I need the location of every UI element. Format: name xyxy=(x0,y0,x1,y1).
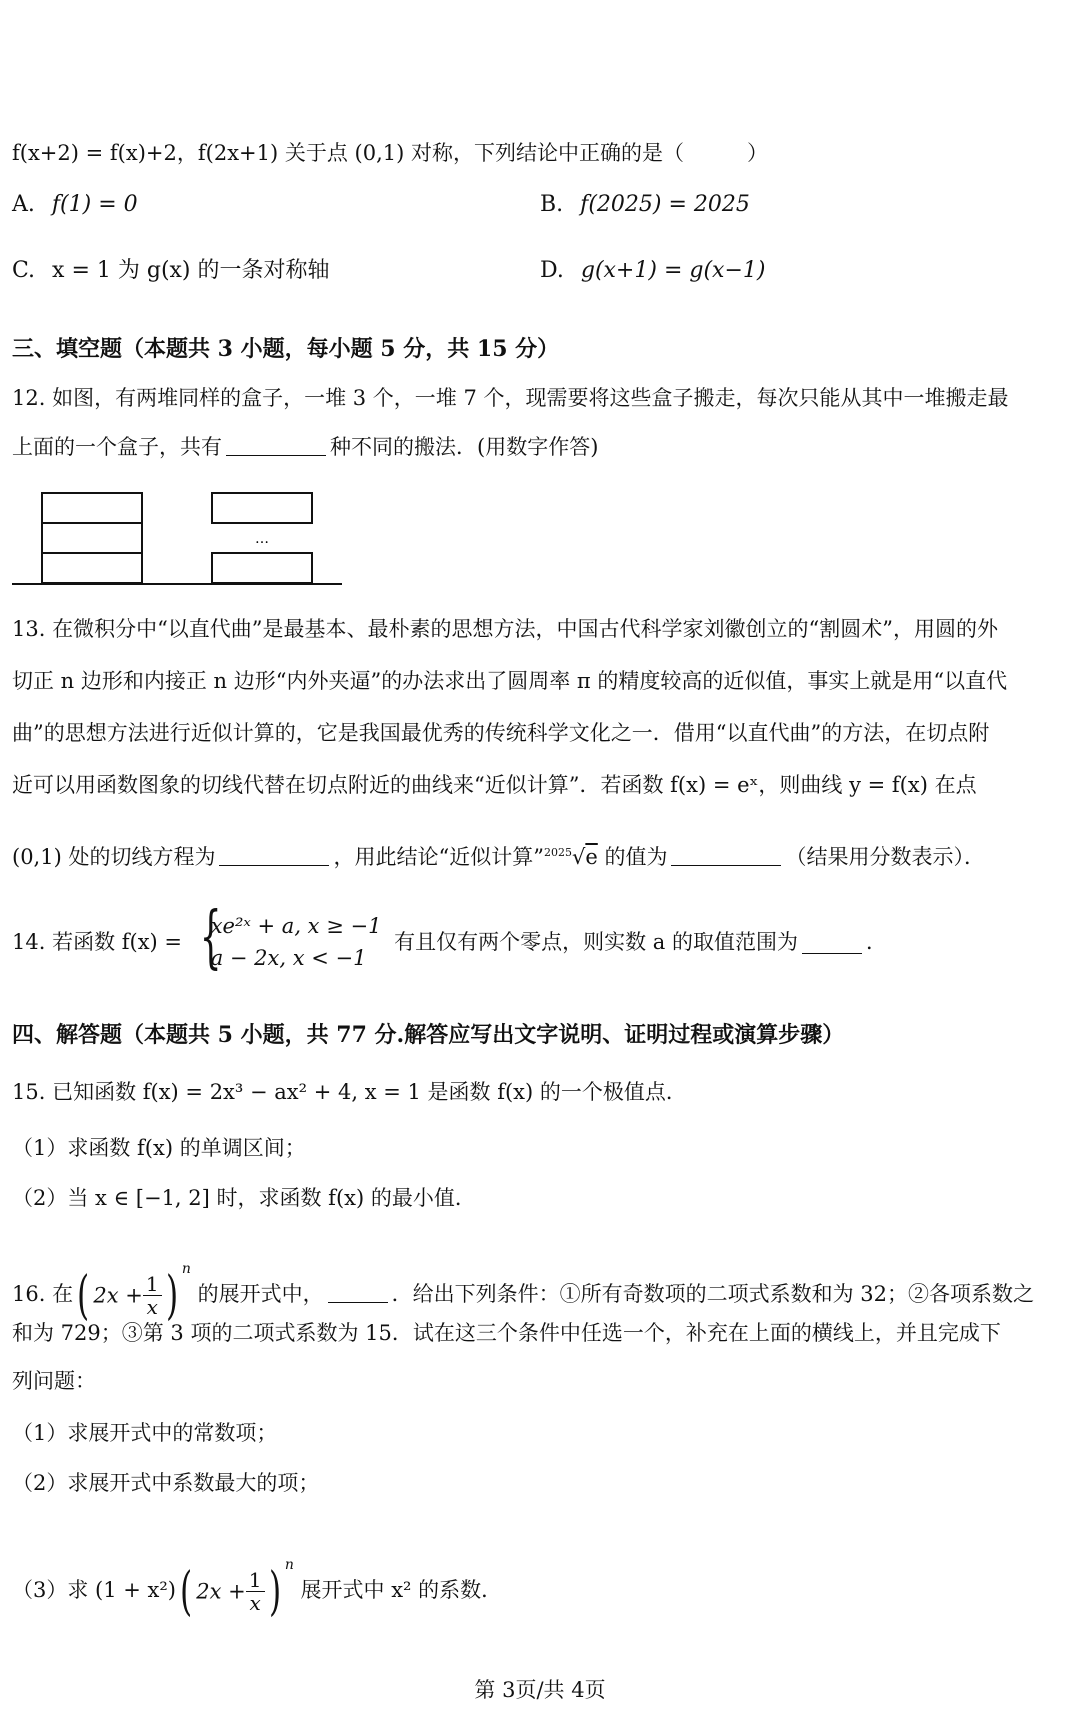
q16-line2: 和为 729；③第 3 项的二项式系数为 15．试在这三个条件中任选一个，补充在上面的横线上，并且完成下 xyxy=(12,1321,1001,1345)
q16-line1 xyxy=(12,1234,1035,1326)
q13-value-blank xyxy=(671,843,781,866)
q16-part3-expr: 2x + xyxy=(196,1579,246,1604)
option-b-label: B. xyxy=(540,192,564,217)
left-brace: { xyxy=(199,898,222,977)
q14-case2: a − 2x, x < −1 xyxy=(210,946,367,970)
q13-line1: 13. 在微积分中“以直代曲”是最基本、最朴素的思想方法，中国古代科学家刘徽创立的“割圆术”，用圆的外 xyxy=(12,617,999,641)
q16-condition-blank xyxy=(328,1280,388,1303)
q12-answer-blank xyxy=(226,433,326,456)
q13-line5-a: (0,1) 处的切线方程为 xyxy=(12,845,216,869)
left-paren-2: ( xyxy=(180,1561,193,1622)
q12-line1: 12. 如图，有两堆同样的盒子，一堆 3 个，一堆 7 个，现需要将这些盒子搬走，每次只能从其中一堆搬走最 xyxy=(12,386,1009,410)
option-a-label: A. xyxy=(12,192,35,217)
q16-frac-den: x xyxy=(146,1295,158,1319)
q12-line2-a: 上面的一个盒子，共有 xyxy=(12,435,222,459)
q13-root-index: 2025 xyxy=(543,846,572,859)
q16-part1: （1）求展开式中的常数项； xyxy=(12,1421,278,1445)
q16-exponent: n xyxy=(181,1261,191,1277)
q14-prefix: 14. 若函数 f(x) = xyxy=(12,930,183,954)
stack2-top-box xyxy=(212,493,312,523)
q16-part3 xyxy=(12,1530,503,1622)
q13-tangent-blank xyxy=(219,843,329,866)
q13-line4: 近可以用函数图象的切线代替在切点附近的曲线来“近似计算”．若函数 f(x) = eˣ，则曲线 y = f(x) 在点 xyxy=(12,773,977,797)
option-c-text: x = 1 为 g(x) 的一条对称轴 xyxy=(52,258,330,283)
q16-frac-num: 1 xyxy=(143,1273,162,1296)
page-footer: 第 3页/共 4页 xyxy=(474,1678,606,1702)
q13-line5-c: 的值为 xyxy=(604,845,668,869)
q14-case1: xe²ˣ + a, x ≥ −1 xyxy=(210,914,382,938)
q16-expr: 2x + xyxy=(93,1283,143,1308)
q12-line2-b: 种不同的搬法．(用数字作答) xyxy=(330,435,599,459)
q15-part2: （2）当 x ∈ [−1, 2] 时，求函数 f(x) 的最小值． xyxy=(12,1186,476,1210)
q13-line5 xyxy=(12,838,985,872)
option-c xyxy=(12,256,330,286)
q14-end: ． xyxy=(866,930,887,954)
q16-part3-exponent: n xyxy=(284,1557,294,1573)
section4-title: 四、解答题（本题共 5 小题，共 77 分.解答应写出文字说明、证明过程或演算步骤） xyxy=(12,1022,845,1048)
q14-suffix: 有且仅有两个零点，则实数 a 的取值范围为 xyxy=(394,930,798,954)
option-c-label: C. xyxy=(12,258,36,283)
option-d-label: D. xyxy=(540,258,564,283)
option-d xyxy=(540,256,765,286)
q16-part3-prefix: （3）求 (1 + x²) xyxy=(12,1578,176,1602)
q14 xyxy=(12,898,887,980)
option-d-text: g(x+1) = g(x−1) xyxy=(580,258,766,283)
right-paren-2: ) xyxy=(268,1561,281,1622)
q16-prefix: 16. 在 xyxy=(12,1282,74,1306)
box-stacks-figure xyxy=(12,490,352,590)
q16-mid: 的展开式中， xyxy=(197,1282,324,1306)
q16-part3-fraction xyxy=(246,1569,265,1614)
q16-fraction xyxy=(143,1273,162,1318)
q12-line2 xyxy=(12,432,598,462)
q14-answer-blank xyxy=(802,931,862,954)
stack1-box2 xyxy=(42,523,142,553)
q13-line5-d: （结果用分数表示）． xyxy=(785,845,985,869)
radical-sign: √ xyxy=(571,845,586,869)
option-b-text: f(2025) = 2025 xyxy=(580,192,750,217)
q13-root-radicand: e xyxy=(585,845,598,869)
option-b xyxy=(540,190,750,220)
q16-part2: （2）求展开式中系数最大的项； xyxy=(12,1471,320,1495)
q11-stem-continuation: f(x+2) = f(x)+2，f(2x+1) 关于点 (0,1) 对称，下列结论中正确的是（ ） xyxy=(12,141,768,165)
q16-part3-suffix: 展开式中 x² 的系数． xyxy=(300,1578,503,1602)
stack1-box3 xyxy=(42,553,142,583)
right-paren: ) xyxy=(165,1265,178,1326)
q15-part1: （1）求函数 f(x) 的单调区间； xyxy=(12,1136,306,1160)
left-paren: ( xyxy=(77,1265,90,1326)
q16-part3-frac-den: x xyxy=(249,1591,261,1615)
stack2-bottom-box xyxy=(212,553,312,583)
option-a xyxy=(12,190,138,220)
q15-line1: 15. 已知函数 f(x) = 2x³ − ax² + 4, x = 1 是函数 f(x) 的一个极值点． xyxy=(12,1080,687,1104)
section3-title: 三、填空题（本题共 3 小题，每小题 5 分，共 15 分） xyxy=(12,336,560,362)
q16-line3: 列问题： xyxy=(12,1369,96,1393)
option-a-text: f(1) = 0 xyxy=(51,192,138,217)
q14-piecewise xyxy=(189,898,382,977)
stack2-ellipsis: … xyxy=(255,531,269,547)
q13-line3: 曲”的思想方法进行近似计算的，它是我国最优秀的传统科学文化之一．借用“以直代曲”的方法，在切点附 xyxy=(12,721,990,745)
q16-after-blank: ．给出下列条件：①所有奇数项的二项式系数和为 32；②各项系数之 xyxy=(391,1282,1035,1306)
stack1-box1 xyxy=(42,493,142,523)
q13-line2: 切正 n 边形和内接正 n 边形“内外夹逼”的办法求出了圆周率 π 的精度较高的近似值，事实上就是用“以直代 xyxy=(12,669,1008,693)
q16-part3-frac-num: 1 xyxy=(246,1569,265,1592)
q13-line5-b: ，用此结论“近似计算” xyxy=(333,845,544,869)
